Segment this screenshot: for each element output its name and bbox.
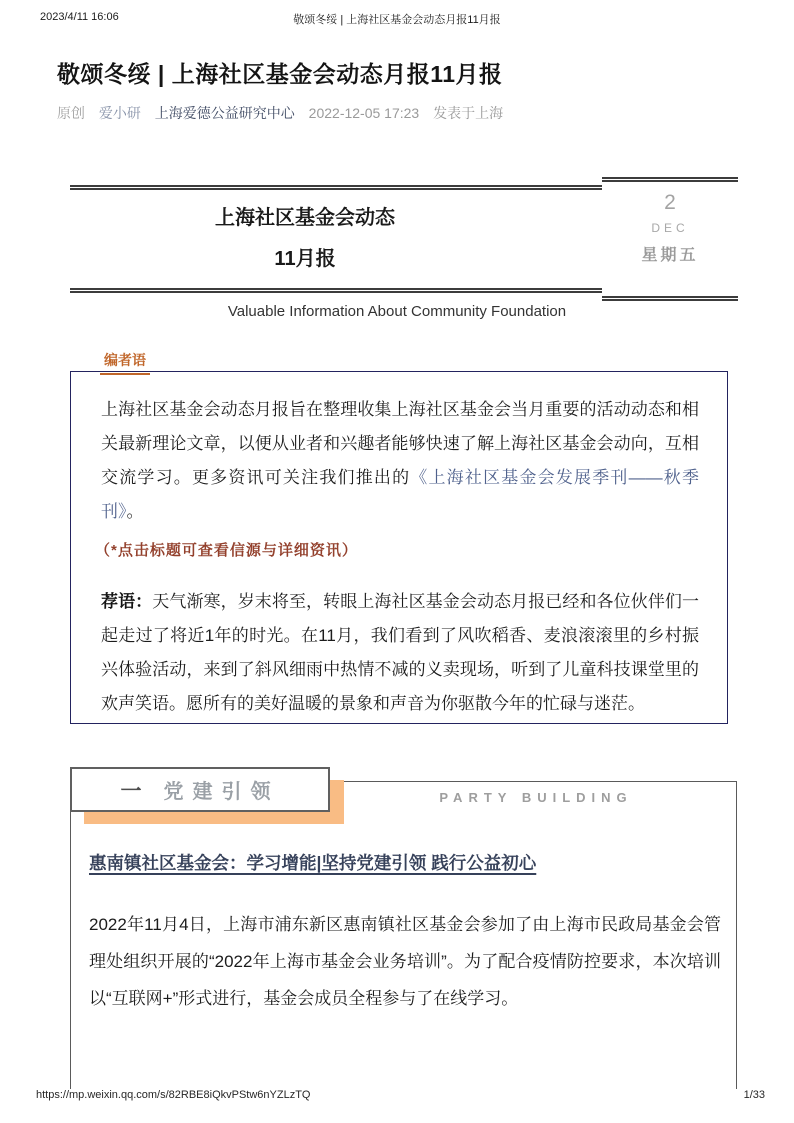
- banner-title-line2: 11月报: [274, 248, 336, 270]
- english-tagline: Valuable Information About Community Foundation: [227, 303, 567, 320]
- news-headline-link[interactable]: 惠南镇社区基金会：学习增能|坚持党建引领 践行公益初心: [89, 853, 537, 873]
- page-number: 1/33: [743, 1089, 765, 1101]
- recommend-paragraph: [101, 585, 699, 721]
- publish-location: 发表于上海: [433, 105, 504, 121]
- section-content-box: [70, 781, 737, 1089]
- print-datetime: 2023/4/11 16:06: [40, 11, 119, 23]
- date-box: [602, 177, 738, 301]
- publish-datetime: 2022-12-05 17:23: [308, 105, 420, 121]
- editor-note-content: [71, 372, 727, 721]
- section-title: 党建引领: [163, 781, 280, 803]
- byline: [57, 103, 513, 123]
- banner-title-line1: 上海社区基金会动态: [215, 207, 395, 229]
- author-name[interactable]: 爱小研: [98, 105, 141, 121]
- banner-title: [145, 198, 465, 280]
- print-footer: [36, 1089, 765, 1101]
- account-name-link[interactable]: 上海爱德公益研究中心: [154, 105, 295, 121]
- date-weekday: 星期五: [641, 247, 699, 264]
- section-number: 一: [120, 779, 142, 803]
- recommend-text: 天气渐寒，岁末将至，转眼上海社区基金会动态月报已经和各位伙伴们一起走过了将近1年的时光。在11月，我们看到了风吹稻香、麦浪滚滚里的乡村振兴体验活动，来到了斜风细雨中热情不减的义卖现场，听到了儿童科技课堂里的欢声笑语。愿所有的美好温暖的景象和声音为你驱散今年的忙碌与迷茫。: [101, 592, 699, 713]
- monthly-report-banner: [70, 185, 737, 293]
- section-header-party-building: [70, 767, 330, 812]
- print-doc-title: 敬颂冬绥 | 上海社区基金会动态月报11月报: [293, 14, 501, 26]
- date-month: DEC: [651, 221, 689, 235]
- click-title-note: （*点击标题可查看信源与详细资讯）: [95, 542, 358, 559]
- original-badge: 原创: [57, 105, 85, 121]
- recommend-label: 荐语：: [101, 592, 153, 611]
- editor-note-label: 编者语: [100, 350, 150, 375]
- source-url: https://mp.weixin.qq.com/s/82RBE8iQkvPStw6nYZLzTQ: [36, 1089, 311, 1101]
- quarterly-journal-link[interactable]: 《上海社区基金会发展季刊——秋季刊》: [101, 468, 700, 521]
- editor-intro-text: 上海社区基金会动态月报旨在整理收集上海社区基金会当月重要的活动动态和相关最新理论文章，以便从业者和兴趣者能够快速了解上海社区基金会动向，互相交流学习。更多资讯可关注我们推出的: [101, 400, 699, 487]
- article-title: 敬颂冬绥 | 上海社区基金会动态月报11月报: [57, 61, 503, 87]
- news-body-text: 2022年11月4日，上海市浦东新区惠南镇社区基金会参加了由上海市民政局基金会管理处组织开展的“2022年上海市基金会业务培训”。为了配合疫情防控要求，本次培训以“互联网+”形式进行，基金会成员全程参与了在线学习。: [89, 915, 721, 1008]
- editor-intro-paragraph: [101, 393, 699, 529]
- editor-note-box: [70, 371, 728, 724]
- print-header: [0, 11, 794, 27]
- date-day: 2: [664, 191, 676, 214]
- section-subtitle-en: PARTY BUILDING: [439, 790, 633, 805]
- editor-intro-end: 。: [126, 502, 144, 521]
